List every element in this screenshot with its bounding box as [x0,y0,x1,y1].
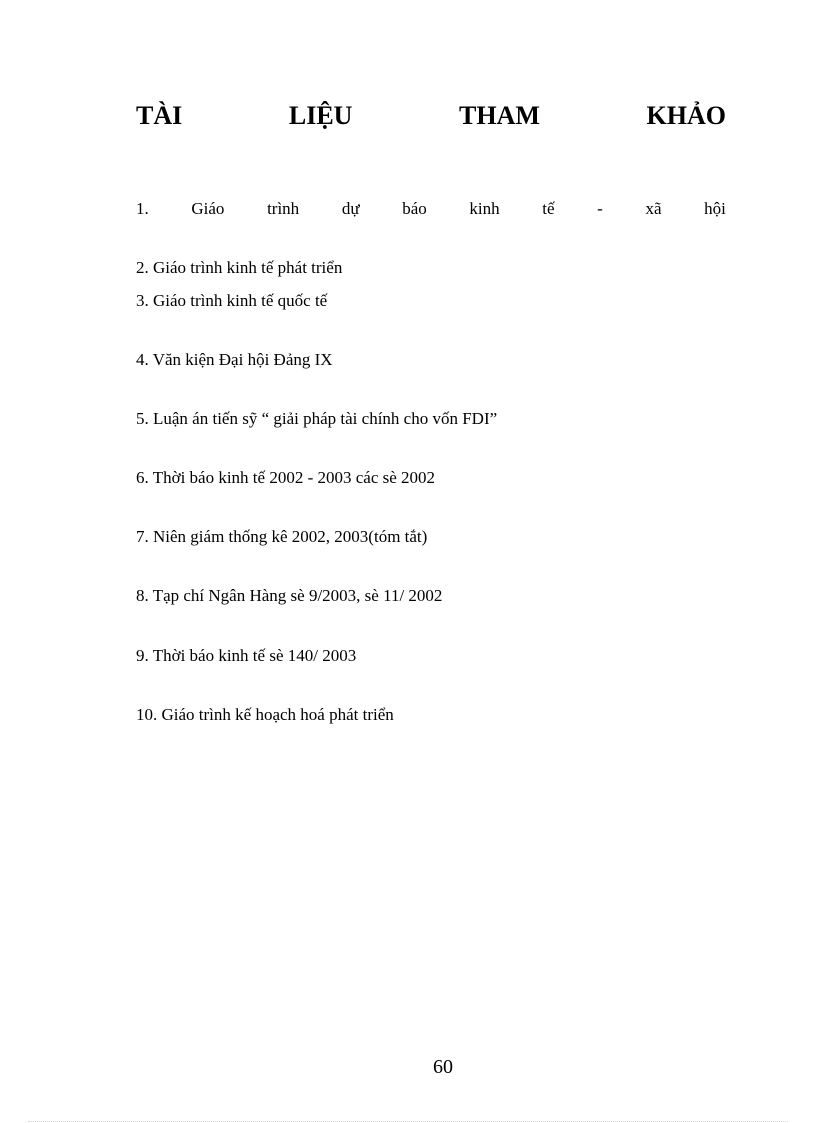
reference-item-1 [136,198,726,220]
title-word: TÀI [136,101,183,130]
title-word: LIỆU [288,101,353,130]
page-title [136,98,726,134]
reference-item-9: 9. Thời báo kinh tế sè 140/ 2003 [136,646,357,665]
reference-item-10: 10. Giáo trình kế hoạch hoá phát triển [136,705,394,724]
reference-word: kinh [469,199,500,218]
page-bottom-edge [28,1121,788,1122]
reference-word: - [597,199,603,218]
reference-word: Giáo [191,199,225,218]
reference-word: xã [645,199,662,218]
reference-item-6: 6. Thời báo kinh tế 2002 - 2003 các sè 2002 [136,468,436,487]
reference-item-2: 2. Giáo trình kinh tế phát triển [136,258,343,277]
title-word: KHẢO [646,101,726,130]
reference-word: dự [341,199,360,218]
title-word: THAM [459,101,540,130]
page-number: 60 [433,1056,453,1078]
reference-item-7: 7. Niên giám thống kê 2002, 2003(tóm tắt) [136,527,428,546]
reference-item-5: 5. Luận án tiến sỹ “ giải pháp tài chính cho vốn FDI” [136,409,498,428]
reference-word: hội [704,199,726,218]
reference-word: trình [267,199,300,218]
reference-word: báo [402,199,427,218]
reference-word: tế [542,199,555,218]
reference-word: 1. [136,199,149,218]
reference-item-3: 3. Giáo trình kinh tế quốc tế [136,291,328,310]
reference-item-4: 4. Văn kiện Đại hội Đảng IX [136,350,333,369]
reference-item-8: 8. Tạp chí Ngân Hàng sè 9/2003, sè 11/ 2002 [136,586,443,605]
